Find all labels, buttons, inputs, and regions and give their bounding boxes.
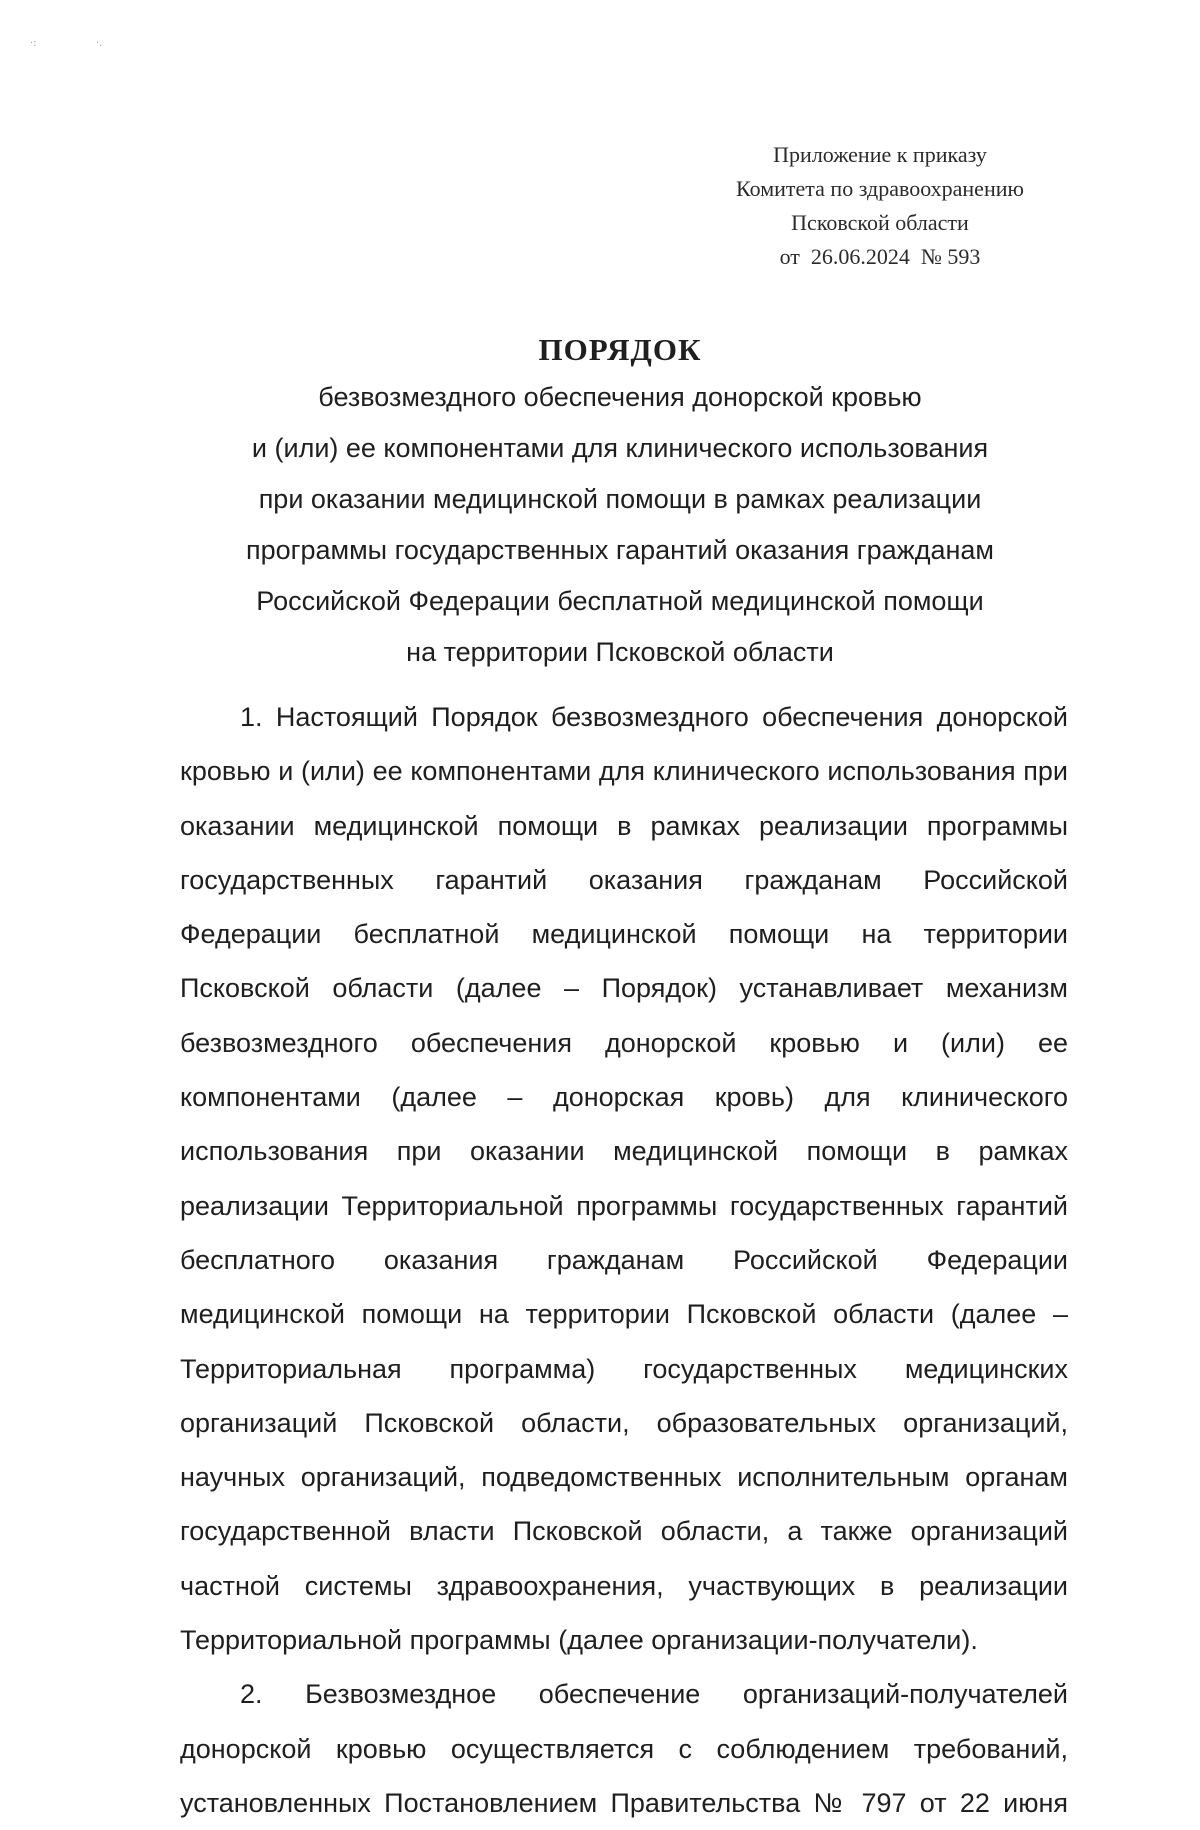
appendix-date-number: от 26.06.2024 № 593 — [779, 244, 981, 269]
appendix-line: Псковской области — [791, 210, 969, 235]
subtitle-line: и (или) ее компонентами для клинического использования — [251, 433, 989, 463]
appendix-header — [700, 138, 1060, 274]
appendix-line: Комитета по здравоохранению — [736, 176, 1024, 201]
subtitle-line: Российской Федерации бесплатной медицинской помощи — [256, 586, 984, 616]
subtitle-line: при оказании медицинской помощи в рамках реализации — [258, 484, 982, 514]
document-title-block — [200, 330, 1040, 678]
paragraph-1: 1. Настоящий Порядок безвозмездного обеспечения донорской кровью и (или) ее компонентами для клинического использования при оказании медицинской помощи в рамках реализации программы государственных гарантий оказания гражданам Российской Федерации бесплатной медицинской помощи на территории Псковской области (далее – Порядок) устанавливает механизм безвозмездного обеспечения донорской кровью и (или) ее компонентами (далее – донорская кровь) для клинического использования при оказании медицинской помощи в рамках реализации Территориальной программы государственных гарантий бесплатного оказания гражданам Российской Федерации медицинской помощи на территории Псковской области (далее – Территориальная программа) государственных медицинских организаций Псковской области, образовательных организаций, научных организаций, подведомственных исполнительным органам государственной власти Псковской области, а также организаций частной системы здравоохранения, участвующих в реализации Территориальной программы (далее организации-получатели). — [180, 702, 1068, 1656]
scan-artifact: ·. — [96, 38, 103, 49]
appendix-line: Приложение к приказу — [773, 142, 987, 167]
paragraph-2: 2. Безвозмездное обеспечение организаций-получателей донорской кровью осуществляется с соблюдением требований, установленных Постановлением Правительства № 797 от 22 июня — [180, 1679, 1068, 1818]
subtitle-line: безвозмездного обеспечения донорской кровью — [318, 382, 922, 412]
document-title: ПОРЯДОК — [538, 332, 702, 367]
document-body — [180, 690, 1068, 1830]
subtitle-line: программы государственных гарантий оказания гражданам — [246, 535, 994, 565]
scan-artifact: ·: — [30, 38, 37, 49]
subtitle-line: на территории Псковской области — [406, 637, 834, 667]
